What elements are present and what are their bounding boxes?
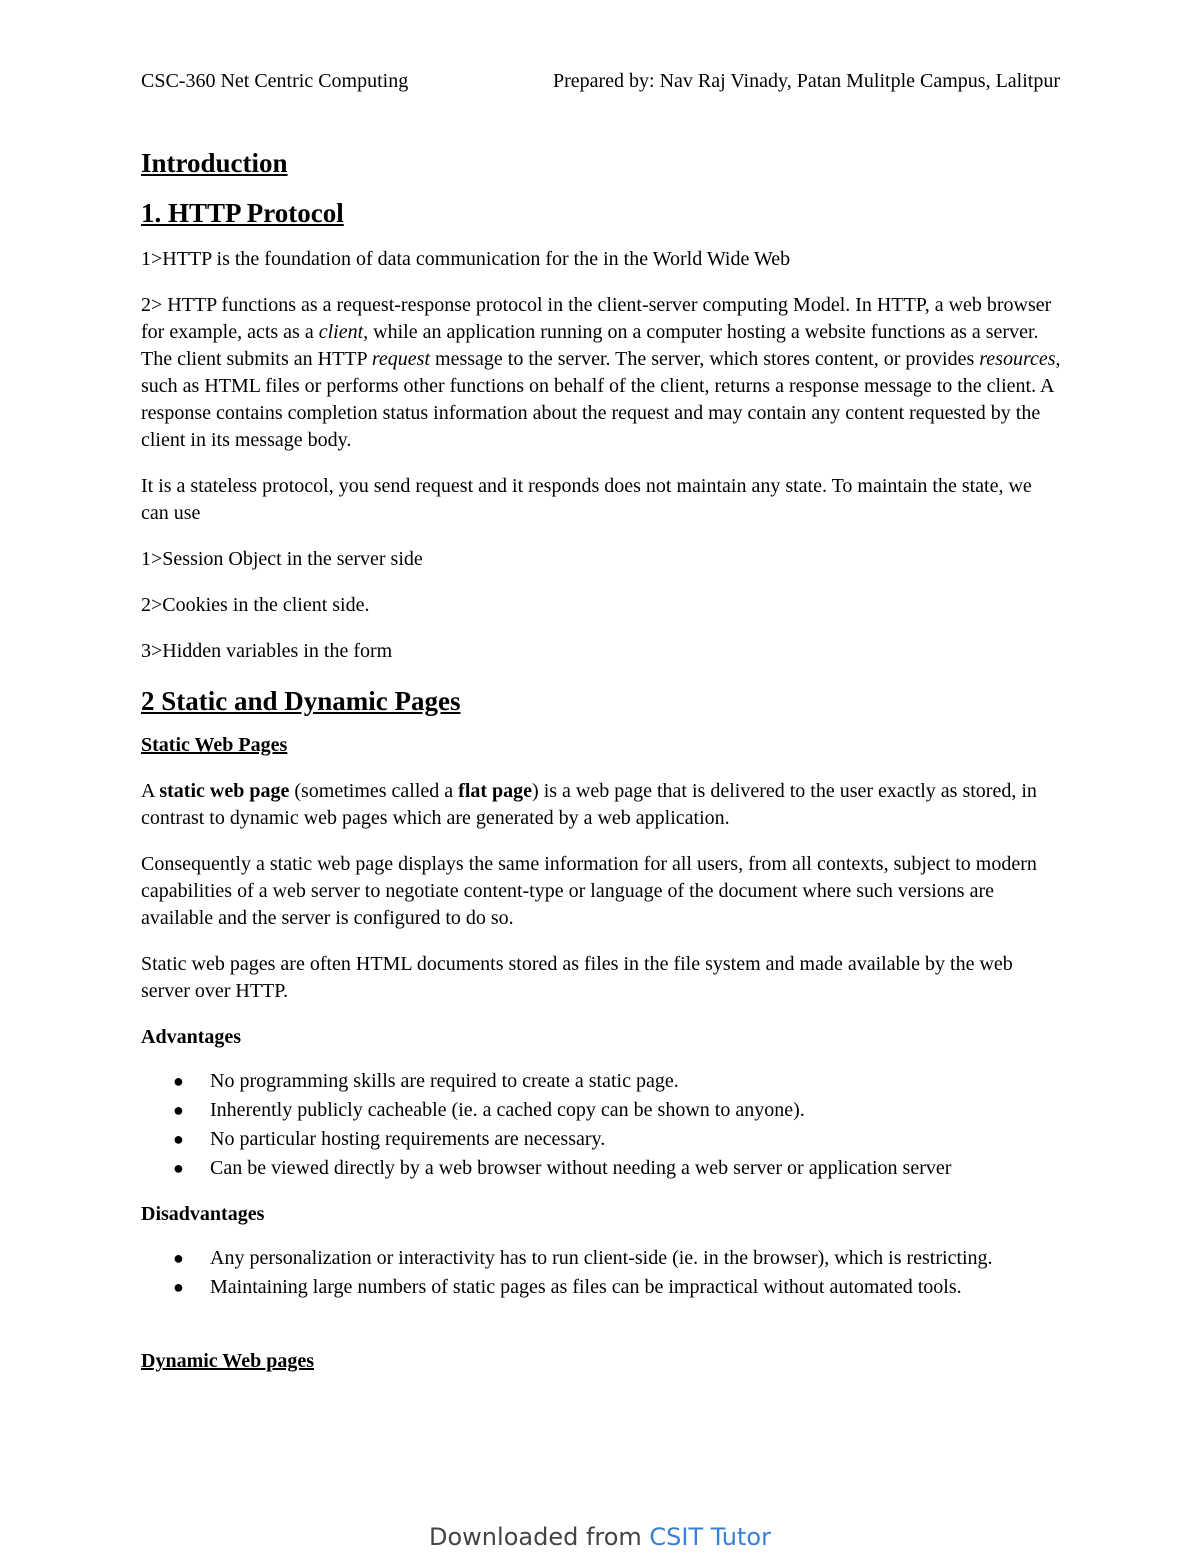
http-paragraph-1: 1>HTTP is the foundation of data communication for the in the World Wide Web [141, 248, 791, 270]
state-item: 1>Session Object in the server side [141, 548, 423, 570]
static-paragraph-1 [141, 778, 1061, 832]
emphasis-resources: resources [979, 348, 1056, 370]
disadvantages-list [141, 1244, 1061, 1302]
advantages-heading: Advantages [141, 1026, 242, 1048]
page-footer [0, 1523, 1200, 1551]
footer-brand-link[interactable]: CSIT Tutor [649, 1523, 771, 1551]
course-title: CSC-360 Net Centric Computing [141, 70, 409, 92]
list-item-text: Inherently publicly cacheable (ie. a cached copy can be shown to anyone). [210, 1099, 805, 1121]
static-paragraph-3: Static web pages are often HTML documents stored as files in the file system and made available by the web server over HTTP. [141, 953, 1013, 1002]
text-run: 2> HTTP functions as a request-response protocol in the client-server computing Model. In HTTP, a web browser for example, acts as a [141, 294, 1052, 343]
list-item [141, 1244, 1061, 1273]
bullet-icon: ● [173, 1129, 184, 1149]
bullet-icon: ● [173, 1100, 184, 1120]
bold-flat-page: flat page [458, 780, 533, 802]
list-item [141, 1096, 1061, 1125]
subsection-title-static: Static Web Pages [141, 734, 288, 756]
text-run: ) is a web page that is delivered to the user exactly as stored, in contrast to dynamic web pages which are generated by a web application. [141, 780, 1037, 829]
document-body [141, 146, 1061, 1394]
http-paragraph-3: It is a stateless protocol, you send request and it responds does not maintain any state. To maintain the state, we can use [141, 475, 1032, 524]
bullet-icon: ● [173, 1158, 184, 1178]
author-line: Prepared by: Nav Raj Vinady, Patan Mulitple Campus, Lalitpur [552, 70, 1060, 92]
list-item-text: No programming skills are required to create a static page. [210, 1070, 679, 1092]
advantages-list [141, 1067, 1061, 1183]
static-paragraph-2: Consequently a static web page displays the same information for all users, from all contexts, subject to modern capabilities of a web server to negotiate content-type or language of the document where such versions are available and the server is configured to do so. [141, 853, 1037, 929]
list-item [141, 1273, 1061, 1302]
footer-prefix: Downloaded from [429, 1523, 650, 1551]
text-run: message to the server. The server, which stores content, or provides [430, 348, 980, 370]
state-item: 2>Cookies in the client side. [141, 594, 370, 616]
section-title-introduction: Introduction [141, 148, 288, 178]
section-title-http: 1. HTTP Protocol [141, 198, 344, 228]
state-item: 3>Hidden variables in the form [141, 640, 393, 662]
list-item [141, 1067, 1061, 1096]
list-item-text: No particular hosting requirements are necessary. [210, 1128, 606, 1150]
http-paragraph-2 [141, 292, 1061, 454]
text-run: (sometimes called a [289, 780, 459, 802]
emphasis-client: client [318, 321, 364, 343]
disadvantages-heading: Disadvantages [141, 1203, 265, 1225]
bullet-icon: ● [173, 1248, 184, 1268]
list-item [141, 1125, 1061, 1154]
text-run: , while an application running on a computer hosting a website functions as a server. The client submits an HTTP [141, 321, 1039, 370]
subsection-title-dynamic: Dynamic Web pages [141, 1350, 314, 1372]
emphasis-request: request [371, 348, 431, 370]
text-run: A [141, 780, 160, 802]
bold-static-web-page: static web page [159, 780, 290, 802]
list-item [141, 1154, 1061, 1183]
text-run: , such as HTML files or performs other functions on behalf of the client, returns a response message to the client. A response contains completion status information about the request and may contain any content requested by the client in its message body. [141, 348, 1061, 451]
spacer [141, 1320, 1061, 1348]
list-item-text: Any personalization or interactivity has to run client-side (ie. in the browser), which is restricting. [210, 1247, 993, 1269]
list-item-text: Can be viewed directly by a web browser without needing a web server or application server [210, 1157, 952, 1179]
bullet-icon: ● [173, 1277, 184, 1297]
section-title-static-dynamic: 2 Static and Dynamic Pages [141, 686, 461, 716]
list-item-text: Maintaining large numbers of static pages as files can be impractical without automated tools. [210, 1276, 962, 1298]
bullet-icon: ● [173, 1071, 184, 1091]
